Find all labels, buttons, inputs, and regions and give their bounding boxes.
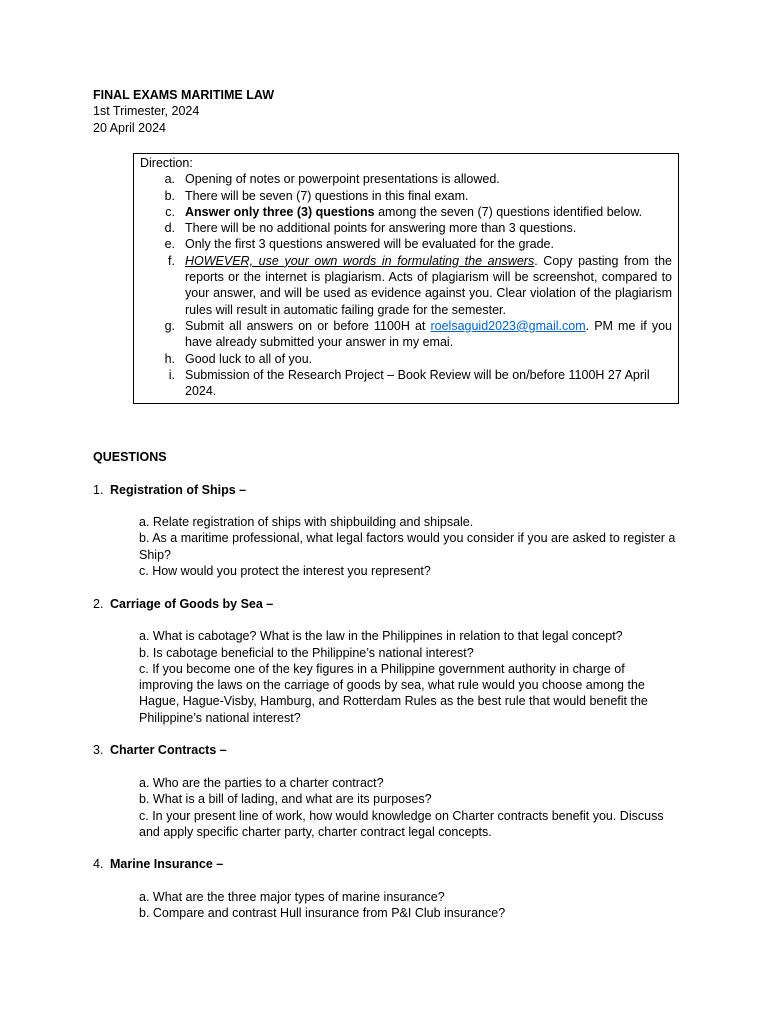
document-header	[93, 87, 693, 136]
question-3	[93, 742, 693, 840]
question-title	[93, 856, 693, 872]
sub-question: c. How would you protect the interest you represent?	[139, 564, 431, 579]
question-title-text: Marine Insurance –	[110, 857, 224, 872]
item-text	[185, 253, 672, 318]
questions-heading: QUESTIONS	[93, 450, 167, 464]
sub-question: a. What is cabotage? What is the law in the Philippines in relation to that legal concept?	[139, 629, 623, 644]
question-title	[93, 742, 693, 758]
sub-questions	[93, 775, 679, 840]
question-title	[93, 596, 693, 612]
item-pre-text: Submit all answers on or before 1100H at	[185, 318, 431, 333]
item-bold-text: Answer only three (3) questions	[185, 204, 375, 219]
item-letter: a.	[164, 172, 175, 187]
question-number: 3.	[93, 743, 104, 758]
sub-question: a. Who are the parties to a charter contract?	[139, 775, 384, 790]
item-letter: g.	[164, 318, 175, 333]
item-text: Submission of the Research Project – Book Review will be on/before 1100H 27 April 2024.	[185, 367, 650, 399]
item-rest-text: among the seven (7) questions identified below.	[374, 204, 643, 219]
item-text: There will be no additional points for answering more than 3 questions.	[185, 221, 577, 236]
item-letter: h.	[164, 351, 175, 366]
sub-question: a. Relate registration of ships with shipbuilding and shipsale.	[139, 515, 474, 530]
direction-item-h	[140, 351, 672, 367]
sub-questions	[93, 514, 679, 579]
question-4	[93, 856, 693, 921]
question-title-text: Registration of Ships –	[110, 482, 247, 497]
direction-item-d	[140, 220, 672, 236]
item-text: There will be seven (7) questions in this final exam.	[185, 188, 469, 203]
item-letter: f.	[168, 253, 175, 268]
sub-question: b. Is cabotage beneficial to the Philippine’s national interest?	[139, 645, 474, 660]
item-text	[185, 204, 672, 220]
email-link[interactable]: roelsaguid2023@gmail.com	[430, 318, 586, 333]
item-letter: c.	[165, 204, 175, 219]
item-letter: e.	[164, 237, 175, 252]
exam-title: FINAL EXAMS MARITIME LAW	[93, 88, 275, 102]
exam-date: 20 April 2024	[93, 120, 166, 135]
question-title-text: Charter Contracts –	[110, 743, 227, 758]
sub-questions	[93, 628, 679, 726]
item-text: Only the first 3 questions answered will be evaluated for the grade.	[185, 237, 554, 252]
direction-title: Direction:	[140, 156, 193, 170]
item-letter: i.	[168, 367, 175, 382]
item-rest-text: . Copy pasting from the reports or the internet is plagiarism. Acts of plagiarism will be screenshot, compared to your answer, and will be used as evidence against you. Clear violation of the plagiarism rules will result in automatic failing grade for the semester.	[185, 253, 672, 317]
direction-item-a	[140, 171, 672, 187]
question-title	[93, 482, 693, 498]
item-text	[185, 318, 672, 351]
question-number: 4.	[93, 857, 104, 872]
direction-item-g	[140, 318, 672, 351]
item-letter: d.	[164, 221, 175, 236]
question-title-text: Carriage of Goods by Sea –	[110, 596, 274, 611]
sub-question: c. If you become one of the key figures in a Philippine government authority in charge of improving the laws on the carriage of goods by sea, what rule would you choose among the Hague, Hague-Visby, Hamburg, and Rotterdam Rules as the best rule that would benefit the Philippine’s national interest?	[139, 661, 648, 725]
direction-item-b	[140, 188, 672, 204]
sub-questions	[93, 889, 679, 922]
sub-question: a. What are the three major types of marine insurance?	[139, 890, 445, 905]
item-text: Good luck to all of you.	[185, 351, 313, 366]
questions-section	[93, 449, 693, 922]
item-text: Opening of notes or powerpoint presentations is allowed.	[185, 172, 500, 187]
question-1	[93, 482, 693, 580]
exam-term: 1st Trimester, 2024	[93, 104, 200, 119]
sub-question: b. Compare and contrast Hull insurance from P&I Club insurance?	[139, 906, 506, 921]
direction-item-i	[140, 367, 672, 400]
direction-box	[133, 153, 679, 404]
sub-question: b. What is a bill of lading, and what are its purposes?	[139, 792, 432, 807]
question-2	[93, 596, 693, 726]
direction-item-e	[140, 236, 672, 252]
item-rest-text: . PM me if you have already submitted your answer in my emai.	[185, 318, 672, 350]
question-number: 2.	[93, 596, 104, 611]
item-emphasis-text: HOWEVER, use your own words in formulating the answers	[185, 253, 535, 268]
sub-question: c. In your present line of work, how would knowledge on Charter contracts benefit you. Discuss and apply specific charter party, charter contract legal concepts.	[139, 808, 664, 839]
item-letter: b.	[164, 188, 175, 203]
direction-item-c	[140, 204, 672, 220]
sub-question: b. As a maritime professional, what legal factors would you consider if you are asked to register a Ship?	[139, 531, 676, 562]
question-number: 1.	[93, 482, 104, 497]
direction-item-f	[140, 253, 672, 318]
